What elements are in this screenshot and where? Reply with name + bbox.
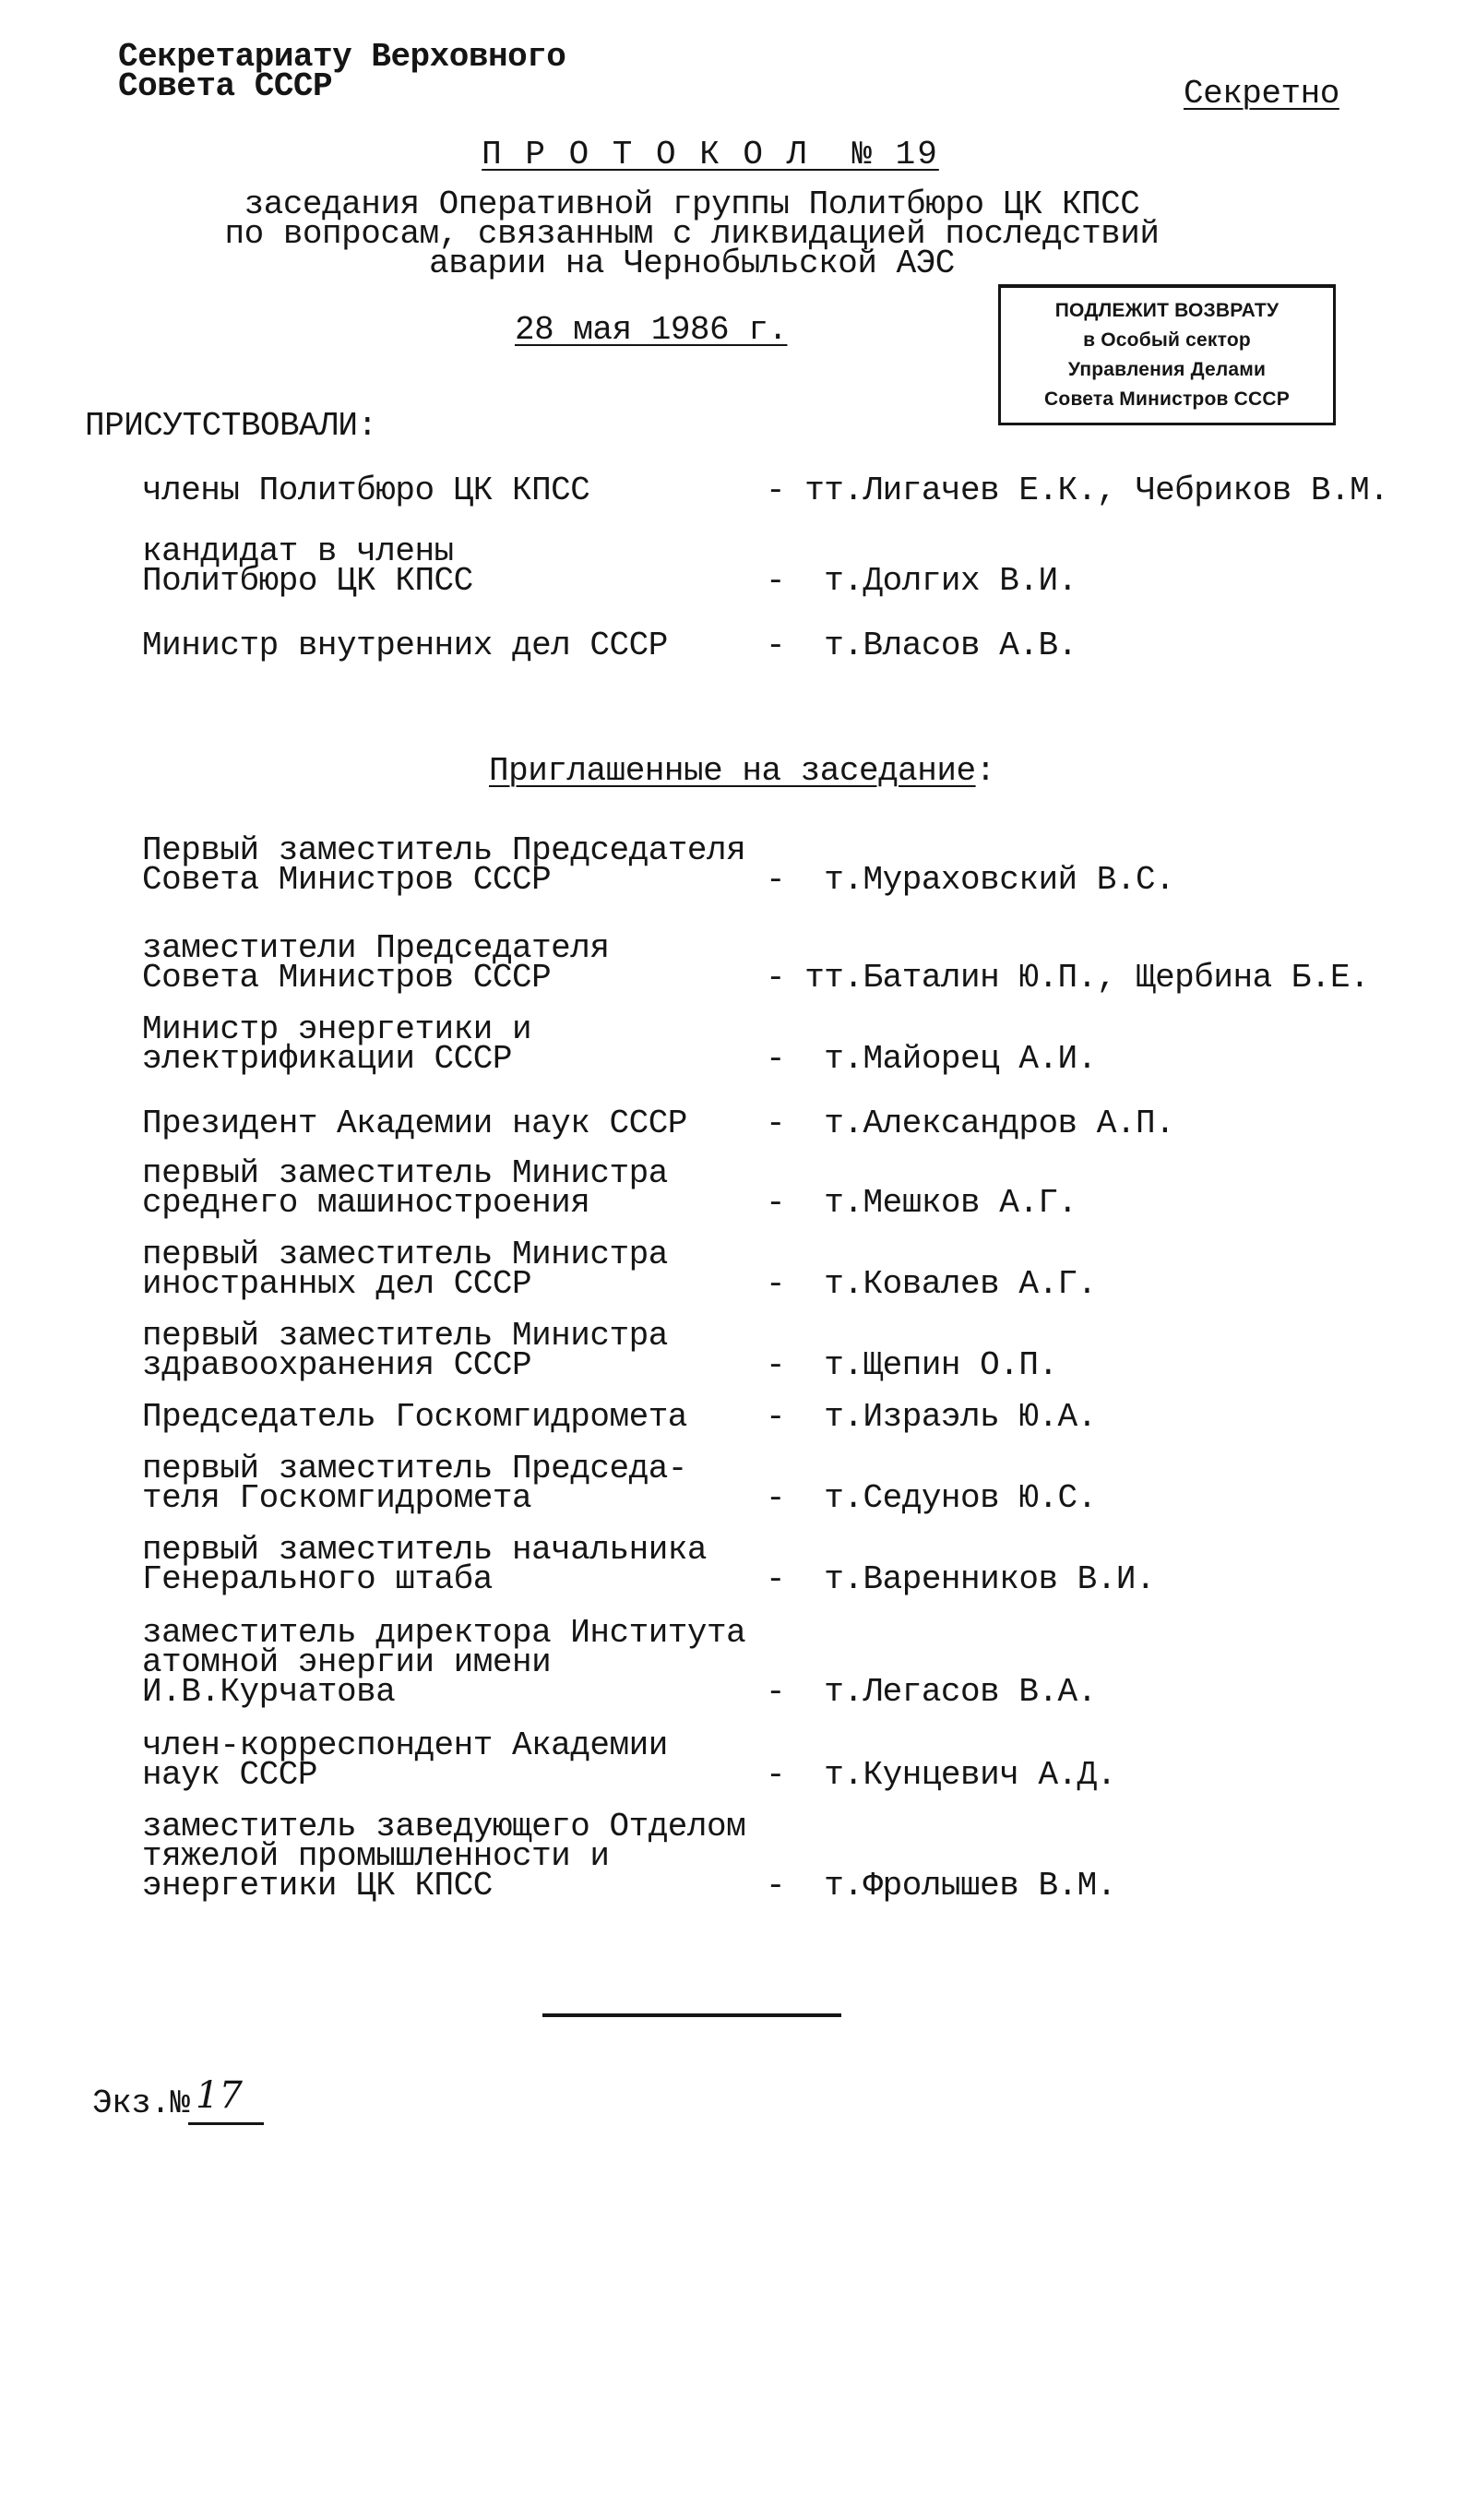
- invited-names: - т.Израэль Ю.А.: [766, 1398, 1097, 1436]
- invited-role: теля Госкомгидромета: [142, 1479, 532, 1517]
- invited-names: - т.Александров А.П.: [766, 1105, 1175, 1142]
- invited-role: электрификации СССР: [142, 1040, 512, 1078]
- invited-names: - т.Щепин О.П.: [766, 1346, 1058, 1384]
- invited-role: Председатель Госкомгидромета: [142, 1398, 687, 1436]
- invited-role: Совета Министров СССР: [142, 861, 552, 899]
- invited-names: - т.Ковалев А.Г.: [766, 1265, 1097, 1303]
- addressee-line-1: Секретариату Верховного: [118, 38, 566, 76]
- present-role: Министр внутренних дел СССР: [142, 627, 668, 664]
- present-role: кандидат в члены: [142, 532, 454, 570]
- invited-role: заместитель заведующего Отделом: [142, 1808, 746, 1845]
- subtitle-line-2: по вопросам, связанным с ликвидацией последствий: [224, 215, 1160, 253]
- present-role: Политбюро ЦК КПСС: [142, 562, 473, 600]
- invited-names: - т.Мешков А.Г.: [766, 1184, 1077, 1222]
- invited-role: Генерального штаба: [142, 1560, 493, 1598]
- invited-names: - тт.Баталин Ю.П., Щербина Б.Е.: [766, 959, 1370, 997]
- present-names: - тт.Лигачев Е.К., Чебриков В.М.: [766, 472, 1389, 509]
- invited-role: энергетики ЦК КПСС: [142, 1867, 493, 1905]
- invited-names: - т.Варенников В.И.: [766, 1560, 1156, 1598]
- invited-role: Министр энергетики и: [142, 1010, 532, 1048]
- return-stamp: [998, 284, 1336, 425]
- invited-heading-colon: :: [975, 752, 995, 790]
- invited-role: первый заместитель начальника: [142, 1531, 708, 1569]
- invited-role: заместители Председателя: [142, 929, 610, 967]
- invited-role: Первый заместитель Председателя: [142, 831, 746, 869]
- copy-number-handwritten: 17: [196, 2074, 243, 2117]
- stamp-line-4: Совета Министров СССР: [1044, 388, 1290, 410]
- invited-role: И.В.Курчатова: [142, 1673, 396, 1711]
- invited-role: Совета Министров СССР: [142, 959, 552, 997]
- present-names: - т.Власов А.В.: [766, 627, 1077, 664]
- invited-heading-text: Приглашенные на заседание: [489, 752, 976, 790]
- addressee-line-2: Совета СССР: [118, 67, 333, 105]
- invited-names: - т.Майорец А.И.: [766, 1040, 1097, 1078]
- invited-names: - т.Седунов Ю.С.: [766, 1479, 1097, 1517]
- invited-role: иностранных дел СССР: [142, 1265, 532, 1303]
- invited-role: тяжелой промышленности и: [142, 1837, 610, 1875]
- present-role: члены Политбюро ЦК КПСС: [142, 472, 590, 509]
- classification-mark: Секретно: [1184, 75, 1339, 113]
- invited-role: среднего машиностроения: [142, 1184, 590, 1222]
- invited-heading: [489, 752, 995, 790]
- invited-role: первый заместитель Министра: [142, 1154, 668, 1192]
- invited-names: - т.Фролышев В.М.: [766, 1867, 1116, 1905]
- present-names: - т.Долгих В.И.: [766, 562, 1077, 600]
- present-heading: ПРИСУТСТВОВАЛИ:: [85, 407, 377, 445]
- closing-rule: [542, 2013, 841, 2017]
- invited-role: первый заместитель Министра: [142, 1317, 668, 1355]
- invited-role: член-корреспондент Академии: [142, 1726, 668, 1764]
- invited-role: первый заместитель Председа-: [142, 1450, 687, 1487]
- invited-role: заместитель директора Института: [142, 1614, 746, 1652]
- invited-role: атомной энергии имени: [142, 1643, 552, 1681]
- invited-names: - т.Кунцевич А.Д.: [766, 1756, 1116, 1794]
- copy-label: Экз.№: [92, 2084, 190, 2122]
- stamp-line-1: ПОДЛЕЖИТ ВОЗВРАТУ: [1054, 300, 1280, 321]
- protocol-title: П Р О Т О К О Л № 19: [482, 136, 939, 173]
- invited-role: здравоохранения СССР: [142, 1346, 532, 1384]
- copy-number-underline: [188, 2122, 264, 2125]
- subtitle-line-1: заседания Оперативной группы Политбюро ЦК КПСС: [244, 185, 1140, 223]
- invited-role: первый заместитель Министра: [142, 1236, 668, 1273]
- invited-names: - т.Мураховский В.С.: [766, 861, 1175, 899]
- invited-names: - т.Легасов В.А.: [766, 1673, 1097, 1711]
- invited-role: наук СССР: [142, 1756, 317, 1794]
- stamp-line-2: в Особый сектор: [1083, 329, 1251, 351]
- meeting-date: 28 мая 1986 г.: [515, 311, 788, 349]
- invited-role: Президент Академии наук СССР: [142, 1105, 687, 1142]
- subtitle-line-3: аварии на Чернобыльской АЭС: [429, 245, 955, 282]
- stamp-line-3: Управления Делами: [1067, 359, 1267, 380]
